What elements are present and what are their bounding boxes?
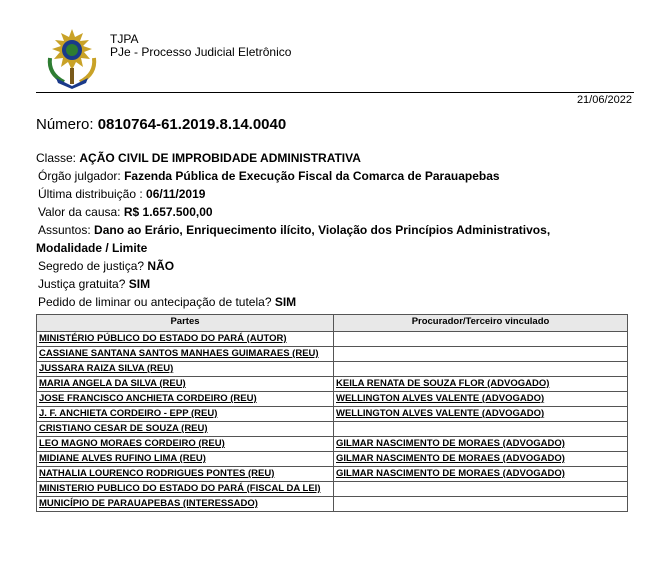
distribuicao-value: 06/11/2019 bbox=[146, 187, 206, 201]
valor-line bbox=[36, 203, 636, 221]
column-header-procurador: Procurador/Terceiro vinculado bbox=[334, 315, 628, 332]
attorney-cell bbox=[334, 377, 628, 392]
assuntos-label: Assuntos: bbox=[38, 223, 91, 237]
table-row bbox=[37, 437, 628, 452]
process-number bbox=[36, 116, 286, 133]
table-row bbox=[37, 467, 628, 482]
party-name: J. F. ANCHIETA CORDEIRO - EPP (REU) bbox=[39, 408, 218, 419]
table-row bbox=[37, 407, 628, 422]
attorney-name: WELLINGTON ALVES VALENTE (ADVOGADO) bbox=[336, 393, 545, 404]
attorney-cell bbox=[334, 407, 628, 422]
table-row bbox=[37, 482, 628, 497]
attorney-name: GILMAR NASCIMENTO DE MORAES (ADVOGADO) bbox=[336, 468, 565, 479]
table-row bbox=[37, 452, 628, 467]
liminar-line bbox=[36, 293, 636, 311]
assuntos-line-2 bbox=[36, 239, 636, 257]
valor-value: R$ 1.657.500,00 bbox=[123, 205, 213, 219]
party-name: LEO MAGNO MORAES CORDEIRO (REU) bbox=[39, 438, 225, 449]
party-cell bbox=[37, 377, 334, 392]
attorney-cell bbox=[334, 437, 628, 452]
party-cell bbox=[37, 497, 334, 512]
table-row bbox=[37, 377, 628, 392]
attorney-name: WELLINGTON ALVES VALENTE (ADVOGADO) bbox=[336, 408, 545, 419]
classe-value: AÇÃO CIVIL DE IMPROBIDADE ADMINISTRATIVA bbox=[79, 151, 361, 165]
party-cell bbox=[37, 482, 334, 497]
orgao-label: Órgão julgador: bbox=[38, 169, 121, 183]
attorney-cell bbox=[334, 497, 628, 512]
party-name: MINISTÉRIO PÚBLICO DO ESTADO DO PARÁ (AUTOR) bbox=[39, 333, 287, 344]
party-cell bbox=[37, 437, 334, 452]
valor-label: Valor da causa: bbox=[38, 205, 121, 219]
table-header-row bbox=[37, 315, 628, 332]
party-cell bbox=[37, 392, 334, 407]
table-row bbox=[37, 392, 628, 407]
attorney-cell bbox=[334, 392, 628, 407]
classe-line bbox=[36, 149, 636, 167]
assuntos-value-continued: Modalidade / Limite bbox=[36, 241, 148, 255]
organization-block bbox=[110, 33, 291, 59]
process-number-value: 0810764-61.2019.8.14.0040 bbox=[97, 116, 287, 133]
party-cell bbox=[37, 467, 334, 482]
gratuita-value: SIM bbox=[128, 277, 151, 291]
attorney-name: KEILA RENATA DE SOUZA FLOR (ADVOGADO) bbox=[336, 378, 550, 389]
attorney-name: GILMAR NASCIMENTO DE MORAES (ADVOGADO) bbox=[336, 438, 565, 449]
party-name: MIDIANE ALVES RUFINO LIMA (REU) bbox=[39, 453, 206, 464]
document-date: 21/06/2022 bbox=[576, 94, 632, 106]
document-header bbox=[42, 28, 642, 90]
segredo-value: NÃO bbox=[147, 259, 175, 273]
table-row bbox=[37, 497, 628, 512]
coat-of-arms-icon bbox=[42, 28, 102, 90]
header-divider bbox=[36, 92, 634, 93]
attorney-cell bbox=[334, 362, 628, 377]
parties-table bbox=[36, 314, 628, 512]
attorney-cell bbox=[334, 467, 628, 482]
attorney-cell bbox=[334, 422, 628, 437]
gratuita-label: Justiça gratuita? bbox=[38, 277, 126, 291]
attorney-cell bbox=[334, 347, 628, 362]
column-header-partes: Partes bbox=[37, 315, 334, 332]
process-details bbox=[36, 149, 636, 311]
table-row bbox=[37, 347, 628, 362]
party-cell bbox=[37, 362, 334, 377]
party-cell bbox=[37, 452, 334, 467]
party-name: CRISTIANO CESAR DE SOUZA (REU) bbox=[39, 423, 208, 434]
assuntos-value: Dano ao Erário, Enriquecimento ilícito, Violação dos Princípios Administrativos, bbox=[94, 223, 551, 237]
party-name: CASSIANE SANTANA SANTOS MANHAES GUIMARAES (REU) bbox=[39, 348, 319, 359]
attorney-cell bbox=[334, 482, 628, 497]
system-name: PJe - Processo Judicial Eletrônico bbox=[110, 45, 292, 59]
classe-label: Classe: bbox=[36, 151, 77, 165]
court-name: TJPA bbox=[110, 32, 139, 46]
party-name: MINISTERIO PUBLICO DO ESTADO DO PARÁ (FISCAL DA LEI) bbox=[39, 483, 321, 494]
segredo-line bbox=[36, 257, 636, 275]
assuntos-line bbox=[36, 221, 636, 239]
table-row bbox=[37, 332, 628, 347]
party-cell bbox=[37, 332, 334, 347]
party-cell bbox=[37, 407, 334, 422]
segredo-label: Segredo de justiça? bbox=[38, 259, 145, 273]
orgao-line bbox=[36, 167, 636, 185]
liminar-label: Pedido de liminar ou antecipação de tutela? bbox=[38, 295, 272, 309]
distribuicao-label: Última distribuição : bbox=[38, 187, 143, 201]
distribuicao-line bbox=[36, 185, 636, 203]
party-name: NATHALIA LOURENCO RODRIGUES PONTES (REU) bbox=[39, 468, 275, 479]
attorney-cell bbox=[334, 452, 628, 467]
party-name: MUNICÍPIO DE PARAUAPEBAS (INTERESSADO) bbox=[39, 498, 258, 509]
party-cell bbox=[37, 422, 334, 437]
orgao-value: Fazenda Pública de Execução Fiscal da Comarca de Parauapebas bbox=[124, 169, 500, 183]
gratuita-line bbox=[36, 275, 636, 293]
party-name: JUSSARA RAIZA SILVA (REU) bbox=[39, 363, 174, 374]
process-number-label: Número: bbox=[36, 116, 94, 133]
attorney-cell bbox=[334, 332, 628, 347]
liminar-value: SIM bbox=[274, 295, 297, 309]
party-cell bbox=[37, 347, 334, 362]
attorney-name: GILMAR NASCIMENTO DE MORAES (ADVOGADO) bbox=[336, 453, 565, 464]
party-name: MARIA ANGELA DA SILVA (REU) bbox=[39, 378, 186, 389]
table-row bbox=[37, 422, 628, 437]
table-row bbox=[37, 362, 628, 377]
party-name: JOSE FRANCISCO ANCHIETA CORDEIRO (REU) bbox=[39, 393, 257, 404]
